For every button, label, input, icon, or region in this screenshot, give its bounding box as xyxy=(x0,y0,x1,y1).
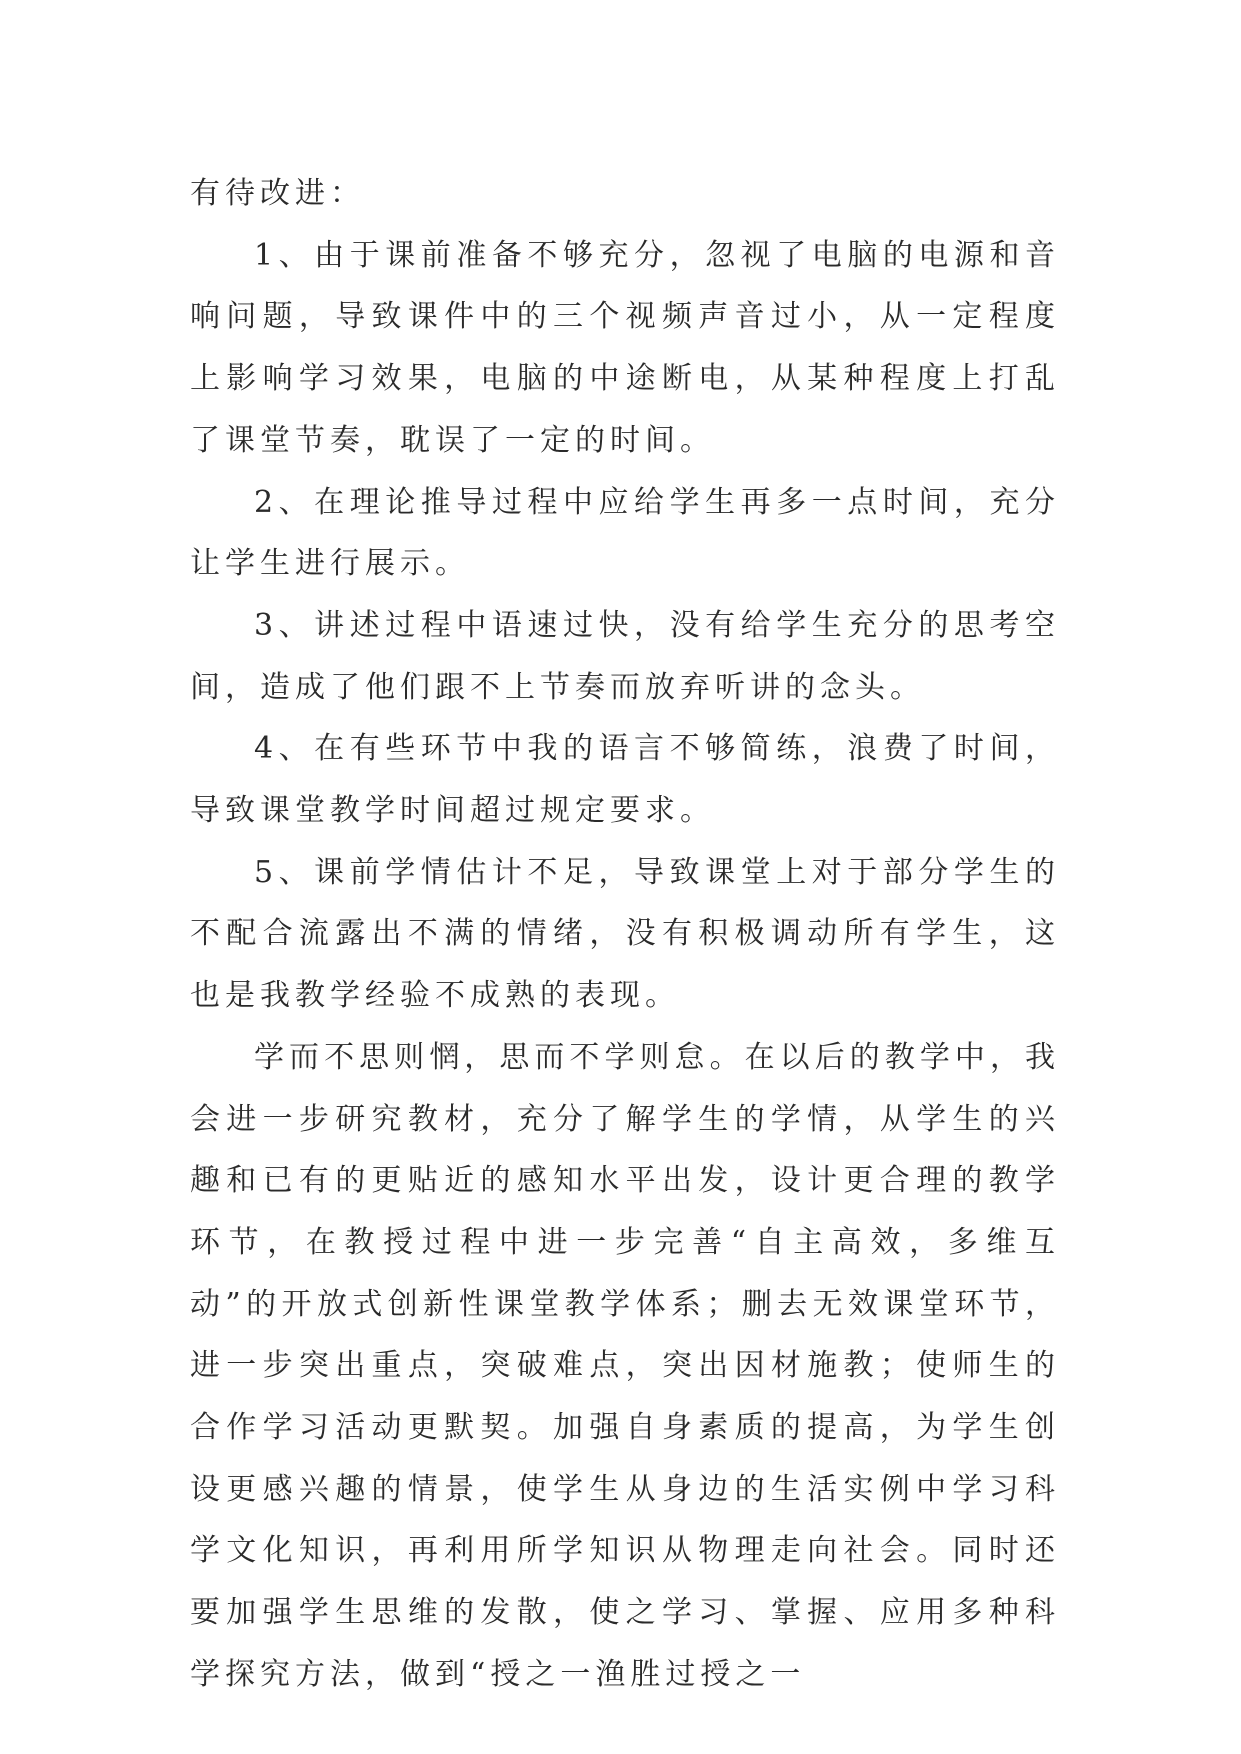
paragraph-item-3: 3、讲述过程中语速过快，没有给学生充分的思考空间，造成了他们跟不上节奏而放弃听讲的念头。 xyxy=(190,607,1060,705)
document-body xyxy=(190,163,1060,1706)
paragraph-item-4: 4、在有些环节中我的语言不够简练，浪费了时间，导致课堂教学时间超过规定要求。 xyxy=(190,731,1060,829)
section-heading: 有待改进： xyxy=(190,176,365,211)
paragraph-item-5: 5、课前学情估计不足，导致课堂上对于部分学生的不配合流露出不满的情绪，没有积极调动所有学生，这也是我教学经验不成熟的表现。 xyxy=(190,854,1060,1014)
paragraph-item-1: 1、由于课前准备不够充分，忽视了电脑的电源和音响问题，导致课件中的三个视频声音过小，从一定程度上影响学习效果，电脑的中途断电，从某种程度上打乱了课堂节奏，耽误了一定的时间。 xyxy=(190,237,1060,458)
paragraph-item-2: 2、在理论推导过程中应给学生再多一点时间，充分让学生进行展示。 xyxy=(190,484,1060,582)
paragraph-reflection: 学而不思则惘，思而不学则怠。在以后的教学中，我会进一步研究教材，充分了解学生的学情，从学生的兴趣和已有的更贴近的感知水平出发，设计更合理的教学环节，在教授过程中进一步完善“自主高效，多维互动”的开放式创新性课堂教学体系；删去无效课堂环节，进一步突出重点，突破难点，突出因材施教；使师生的合作学习活动更默契。加强自身素质的提高，为学生创设更感兴趣的情景，使学生从身边的生活实例中学习科学文化知识，再利用所学知识从物理走向社会。同时还要加强学生思维的发散，使之学习、掌握、应用多种科学探究方法，做到“授之一渔胜过授之一 xyxy=(190,1039,1060,1692)
